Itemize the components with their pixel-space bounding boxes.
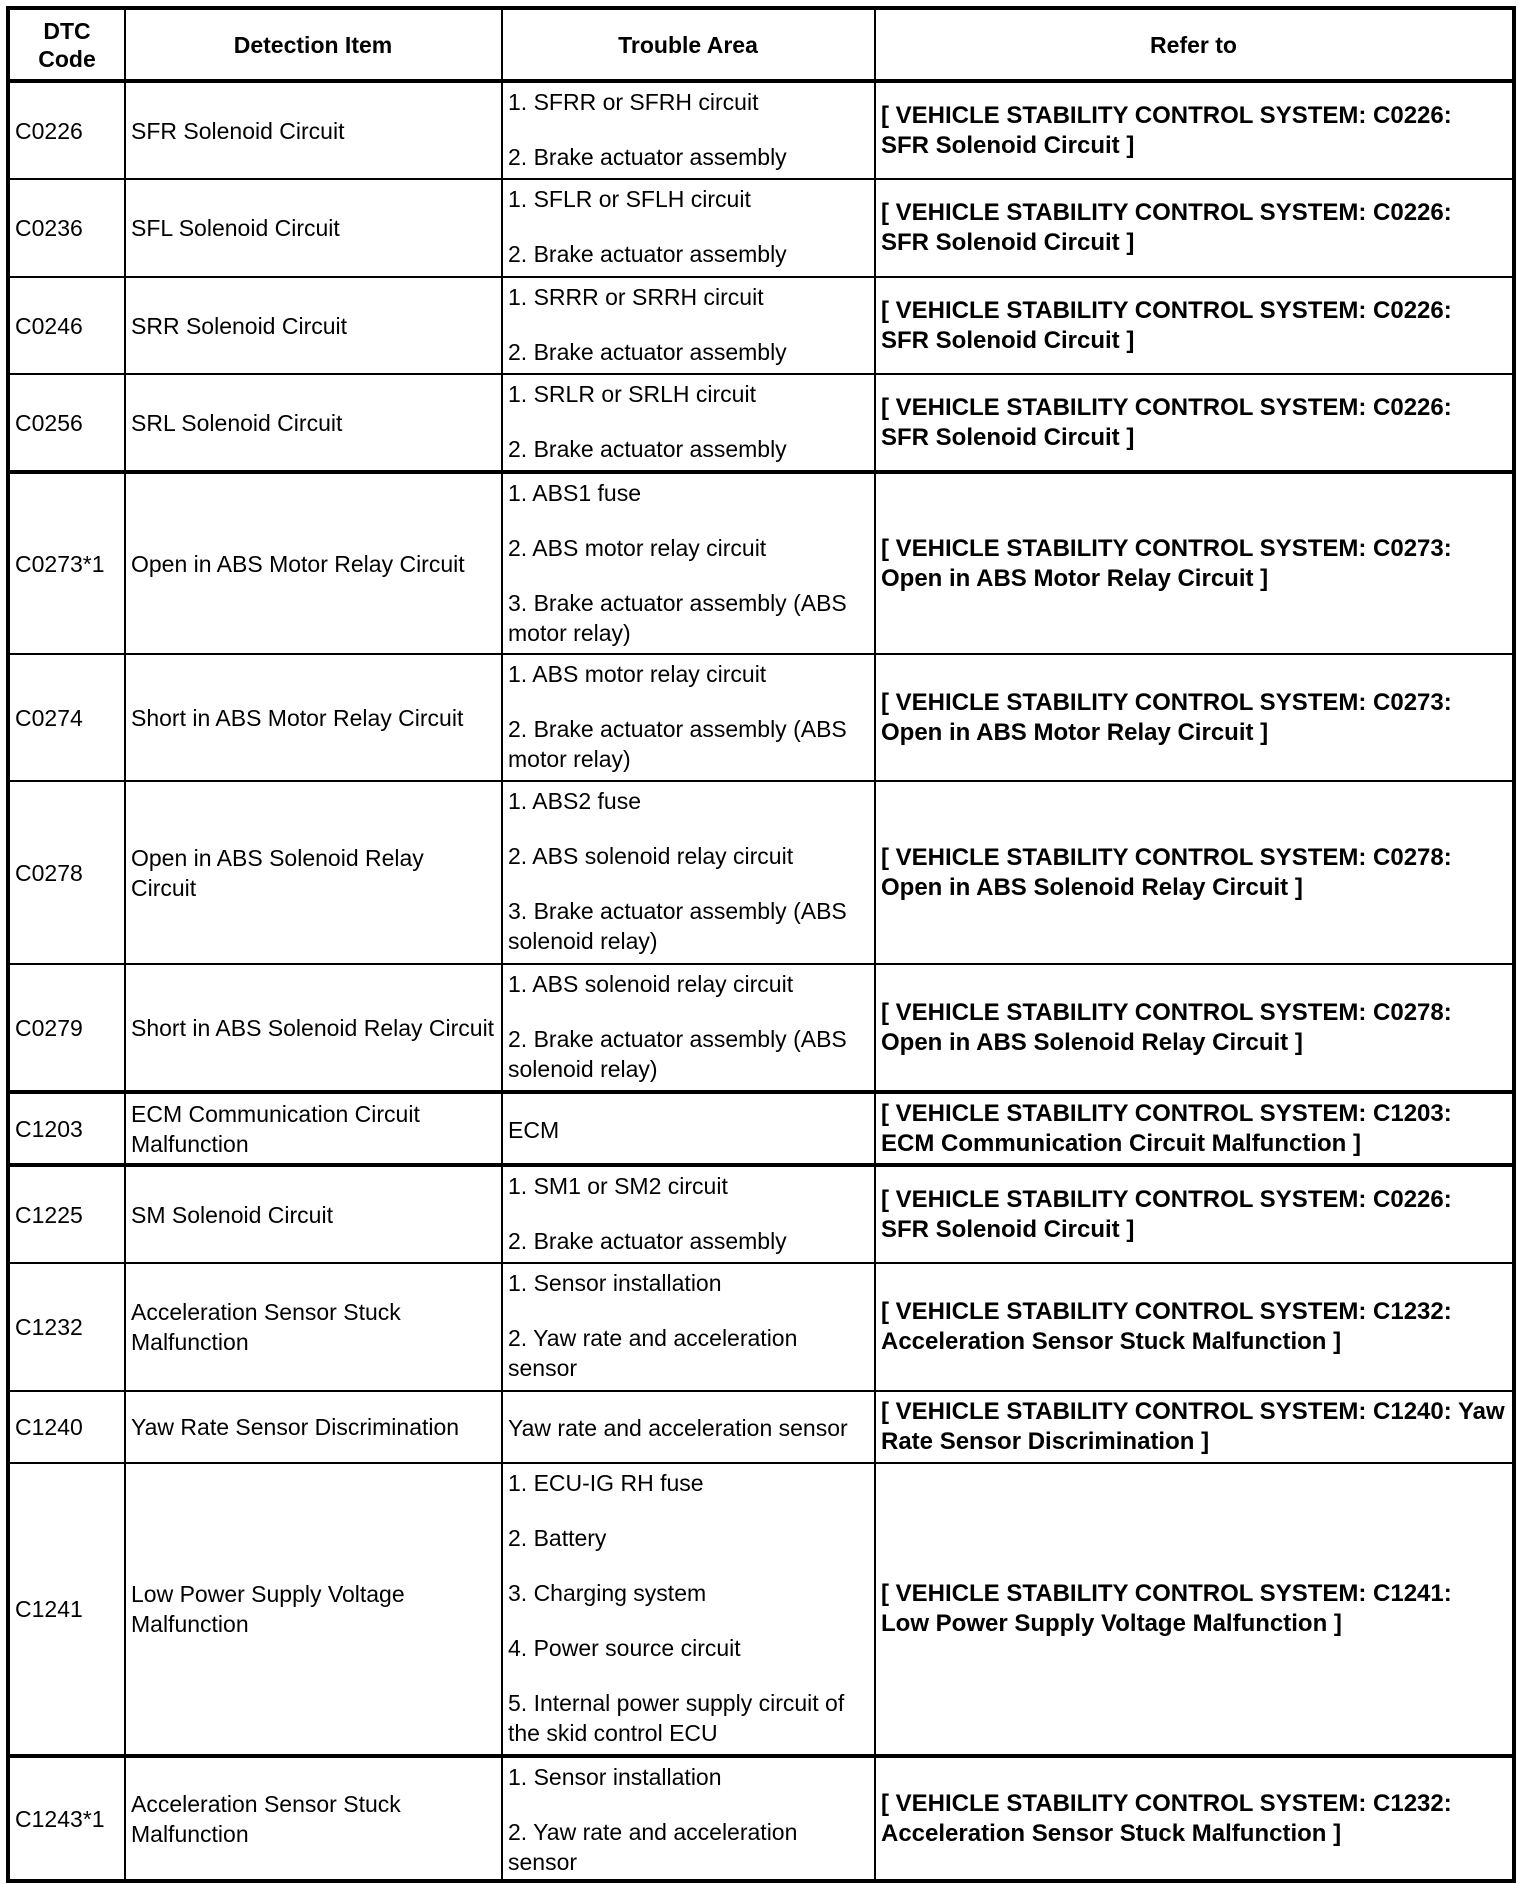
trouble-area	[502, 179, 875, 277]
table-row	[8, 472, 1514, 654]
trouble-area-item: 1. Sensor installation	[508, 1764, 722, 1790]
trouble-area-item: 3. Charging system	[508, 1580, 707, 1606]
detection-item: Open in ABS Motor Relay Circuit	[125, 472, 502, 654]
refer-to-link[interactable]: [ VEHICLE STABILITY CONTROL SYSTEM: C0278: Open in ABS Solenoid Relay Circuit ]	[875, 964, 1514, 1092]
refer-to-link[interactable]: [ VEHICLE STABILITY CONTROL SYSTEM: C0273: Open in ABS Motor Relay Circuit ]	[875, 472, 1514, 654]
trouble-area	[502, 1463, 875, 1756]
dtc-code: C1243*1	[8, 1756, 125, 1881]
trouble-area-item: 1. ABS1 fuse	[508, 480, 641, 506]
dtc-code: C0273*1	[8, 472, 125, 654]
trouble-area	[502, 654, 875, 781]
trouble-area	[502, 277, 875, 374]
header-refer-to: Refer to	[875, 8, 1514, 81]
table-row	[8, 179, 1514, 277]
trouble-area-item: 2. Yaw rate and acceleration sensor	[508, 1325, 798, 1381]
refer-to-link[interactable]: [ VEHICLE STABILITY CONTROL SYSTEM: C1240: Yaw Rate Sensor Discrimination ]	[875, 1391, 1514, 1463]
dtc-code: C0236	[8, 179, 125, 277]
trouble-area-item: 1. ABS solenoid relay circuit	[508, 971, 794, 997]
trouble-area	[502, 1391, 875, 1463]
trouble-area-item: 1. SFRR or SFRH circuit	[508, 89, 759, 115]
refer-to-link[interactable]: [ VEHICLE STABILITY CONTROL SYSTEM: C0226: SFR Solenoid Circuit ]	[875, 81, 1514, 179]
refer-to-link[interactable]: [ VEHICLE STABILITY CONTROL SYSTEM: C1241: Low Power Supply Voltage Malfunction ]	[875, 1463, 1514, 1756]
trouble-area-item: 1. ECU-IG RH fuse	[508, 1470, 704, 1496]
trouble-area-item: 3. Brake actuator assembly (ABS solenoid relay)	[508, 898, 847, 954]
trouble-area	[502, 374, 875, 472]
trouble-area-item: Yaw rate and acceleration sensor	[508, 1415, 848, 1441]
detection-item: Short in ABS Motor Relay Circuit	[125, 654, 502, 781]
detection-item: Yaw Rate Sensor Discrimination	[125, 1391, 502, 1463]
refer-to-link[interactable]: [ VEHICLE STABILITY CONTROL SYSTEM: C0273: Open in ABS Motor Relay Circuit ]	[875, 654, 1514, 781]
detection-item: Short in ABS Solenoid Relay Circuit	[125, 964, 502, 1092]
table-row	[8, 1263, 1514, 1391]
trouble-area	[502, 1092, 875, 1165]
trouble-area	[502, 1165, 875, 1263]
dtc-code: C0256	[8, 374, 125, 472]
header-dtc-code: DTC Code	[8, 8, 125, 81]
table-row	[8, 1092, 1514, 1165]
table-row	[8, 81, 1514, 179]
dtc-code: C1240	[8, 1391, 125, 1463]
header-trouble-area: Trouble Area	[502, 8, 875, 81]
dtc-code: C1232	[8, 1263, 125, 1391]
table-row	[8, 1463, 1514, 1756]
refer-to-link[interactable]: [ VEHICLE STABILITY CONTROL SYSTEM: C0226: SFR Solenoid Circuit ]	[875, 277, 1514, 374]
trouble-area	[502, 81, 875, 179]
trouble-area-item: 2. Brake actuator assembly	[508, 339, 787, 365]
trouble-area	[502, 1263, 875, 1391]
detection-item: Low Power Supply Voltage Malfunction	[125, 1463, 502, 1756]
detection-item: SRR Solenoid Circuit	[125, 277, 502, 374]
dtc-code: C1225	[8, 1165, 125, 1263]
table-body	[8, 81, 1514, 1881]
trouble-area	[502, 781, 875, 964]
trouble-area-item: 3. Brake actuator assembly (ABS motor relay)	[508, 590, 847, 646]
table-header	[8, 8, 1514, 81]
trouble-area-item: ECM	[508, 1116, 560, 1143]
table-row	[8, 1756, 1514, 1881]
trouble-area-item: 1. ABS2 fuse	[508, 788, 641, 814]
trouble-area-item: 1. SFLR or SFLH circuit	[508, 186, 751, 212]
trouble-area-item: 2. Brake actuator assembly (ABS motor relay)	[508, 716, 847, 772]
dtc-code: C1203	[8, 1092, 125, 1165]
detection-item: SFR Solenoid Circuit	[125, 81, 502, 179]
table-row	[8, 1391, 1514, 1463]
trouble-area-item: 2. Brake actuator assembly	[508, 144, 787, 170]
detection-item: ECM Communication Circuit Malfunction	[125, 1092, 502, 1165]
trouble-area-item: 2. Yaw rate and acceleration sensor	[508, 1819, 798, 1875]
trouble-area-item: 2. ABS solenoid relay circuit	[508, 843, 794, 869]
header-detection-item: Detection Item	[125, 8, 502, 81]
dtc-table	[6, 6, 1516, 1883]
refer-to-link[interactable]: [ VEHICLE STABILITY CONTROL SYSTEM: C0226: SFR Solenoid Circuit ]	[875, 179, 1514, 277]
dtc-code: C1241	[8, 1463, 125, 1756]
refer-to-link[interactable]: [ VEHICLE STABILITY CONTROL SYSTEM: C0278: Open in ABS Solenoid Relay Circuit ]	[875, 781, 1514, 964]
table-row	[8, 1165, 1514, 1263]
trouble-area-item: 2. Brake actuator assembly	[508, 1228, 787, 1254]
trouble-area-item: 4. Power source circuit	[508, 1635, 741, 1661]
trouble-area-item: 2. ABS motor relay circuit	[508, 535, 767, 561]
trouble-area-item: 2. Battery	[508, 1525, 607, 1551]
trouble-area-item: 2. Brake actuator assembly	[508, 241, 787, 267]
dtc-code: C0279	[8, 964, 125, 1092]
detection-item: Acceleration Sensor Stuck Malfunction	[125, 1263, 502, 1391]
table-row	[8, 374, 1514, 472]
trouble-area	[502, 472, 875, 654]
trouble-area-item: 2. Brake actuator assembly (ABS solenoid relay)	[508, 1026, 847, 1082]
detection-item: SRL Solenoid Circuit	[125, 374, 502, 472]
table-row	[8, 781, 1514, 964]
detection-item: SM Solenoid Circuit	[125, 1165, 502, 1263]
trouble-area-item: 1. SRLR or SRLH circuit	[508, 381, 756, 407]
refer-to-link[interactable]: [ VEHICLE STABILITY CONTROL SYSTEM: C0226: SFR Solenoid Circuit ]	[875, 1165, 1514, 1263]
refer-to-link[interactable]: [ VEHICLE STABILITY CONTROL SYSTEM: C1203: ECM Communication Circuit Malfunction ]	[875, 1092, 1514, 1165]
trouble-area-item: 2. Brake actuator assembly	[508, 436, 787, 462]
detection-item: Open in ABS Solenoid Relay Circuit	[125, 781, 502, 964]
trouble-area-item: 1. ABS motor relay circuit	[508, 661, 767, 687]
trouble-area-item: 1. SRRR or SRRH circuit	[508, 284, 764, 310]
refer-to-link[interactable]: [ VEHICLE STABILITY CONTROL SYSTEM: C0226: SFR Solenoid Circuit ]	[875, 374, 1514, 472]
trouble-area	[502, 1756, 875, 1881]
refer-to-link[interactable]: [ VEHICLE STABILITY CONTROL SYSTEM: C1232: Acceleration Sensor Stuck Malfunction ]	[875, 1263, 1514, 1391]
trouble-area-item: 1. Sensor installation	[508, 1270, 722, 1296]
trouble-area	[502, 964, 875, 1092]
dtc-code: C0274	[8, 654, 125, 781]
table-row	[8, 277, 1514, 374]
trouble-area-item: 1. SM1 or SM2 circuit	[508, 1173, 728, 1199]
trouble-area-item: 5. Internal power supply circuit of the skid control ECU	[508, 1690, 845, 1746]
detection-item: SFL Solenoid Circuit	[125, 179, 502, 277]
dtc-code: C0278	[8, 781, 125, 964]
table-row	[8, 654, 1514, 781]
detection-item: Acceleration Sensor Stuck Malfunction	[125, 1756, 502, 1881]
refer-to-link[interactable]: [ VEHICLE STABILITY CONTROL SYSTEM: C1232: Acceleration Sensor Stuck Malfunction ]	[875, 1756, 1514, 1881]
table-row	[8, 964, 1514, 1092]
dtc-code: C0246	[8, 277, 125, 374]
dtc-code: C0226	[8, 81, 125, 179]
